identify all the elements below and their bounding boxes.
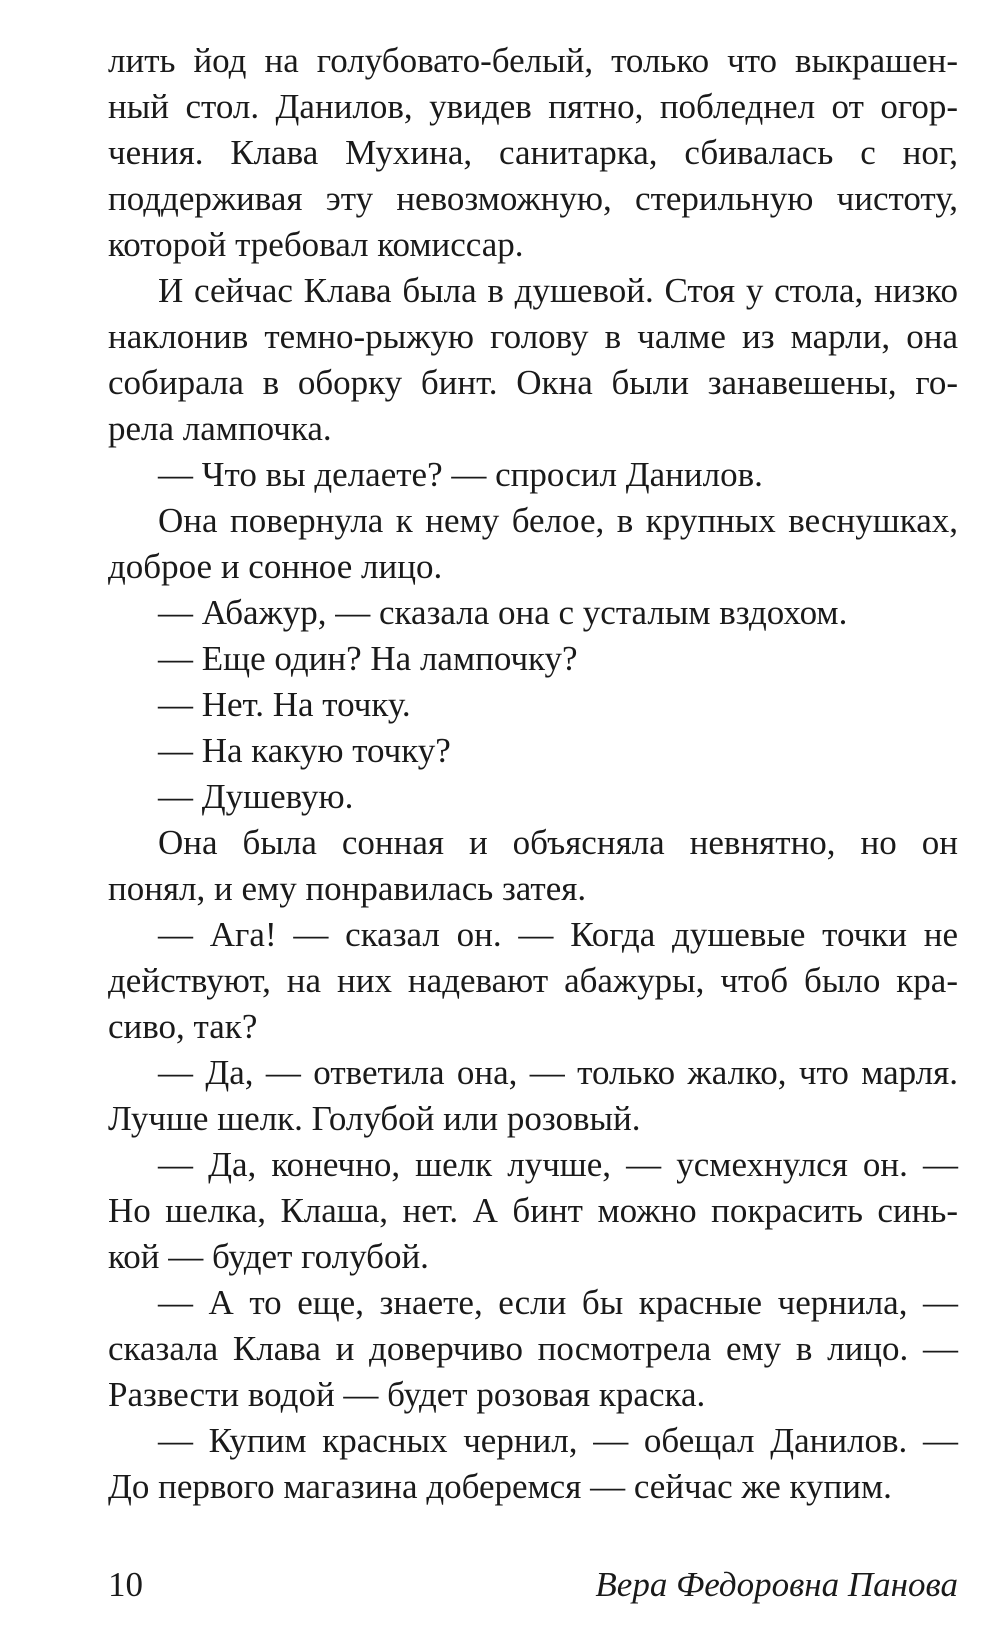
text-line: — Нет. На точку. (158, 685, 411, 724)
text-line: — Душевую. (158, 777, 354, 816)
text-line: Лучше шелк. Голубой или розовый. (108, 1099, 641, 1138)
text-line: — Да, — ответила она, — только жалко, что марля. (158, 1053, 958, 1092)
text-line: — Купим красных чернил, — обещал Данилов. — (158, 1421, 958, 1460)
text-line: чения. Клава Мухина, санитарка, сбивалась с ног, (108, 133, 958, 172)
text-line: Она повернула к нему белое, в крупных веснушках, (158, 501, 958, 540)
text-line: кой — будет голубой. (108, 1237, 429, 1276)
text-line: поддерживая эту невозможную, стерильную чистоту, (108, 179, 958, 218)
text-line: — А то еще, знаете, если бы красные чернила, — (158, 1283, 958, 1322)
text-line: — На какую точку? (158, 731, 451, 770)
text-line: Развести водой — будет розовая краска. (108, 1375, 706, 1414)
text-line: — Да, конечно, шелк лучше, — усмехнулся он. — (158, 1145, 958, 1184)
text-line: которой требовал комиссар. (108, 225, 524, 264)
text-line: — Что вы делаете? — спросил Данилов. (158, 455, 763, 494)
text-line: понял, и ему понравилась затея. (108, 869, 587, 908)
page-number: 10 (108, 1565, 143, 1604)
text-line: сказала Клава и доверчиво посмотрела ему в лицо. — (108, 1329, 958, 1368)
text-line: рела лампочка. (108, 409, 332, 448)
text-line: ный стол. Данилов, увидев пятно, побледнел от огор- (108, 87, 958, 126)
text-line: Но шелка, Клаша, нет. А бинт можно покрасить синь- (108, 1191, 958, 1230)
text-line: действуют, на них надевают абажуры, чтоб было кра- (108, 961, 958, 1000)
text-line: наклонив темно-рыжую голову в чалме из марли, она (108, 317, 958, 356)
text-line: лить йод на голубовато-белый, только что выкрашен- (108, 41, 958, 80)
text-line: собирала в оборку бинт. Окна были занавешены, го- (108, 363, 958, 402)
text-line: доброе и сонное лицо. (108, 547, 443, 586)
page-footer (108, 1562, 958, 1608)
text-line: — Ага! — сказал он. — Когда душевые точки не (158, 915, 958, 954)
text-line: — Еще один? На лампочку? (158, 639, 578, 678)
text-line: сиво, так? (108, 1007, 258, 1046)
running-head-author: Вера Федоровна Панова (595, 1565, 958, 1604)
page-body (108, 38, 958, 1510)
text-line: Она была сонная и объясняла невнятно, но он (158, 823, 958, 862)
text-line: До первого магазина доберемся — сейчас же купим. (108, 1467, 892, 1506)
text-line: — Абажур, — сказала она с усталым вздохом. (158, 593, 848, 632)
text-line: И сейчас Клава была в душевой. Стоя у стола, низко (158, 271, 958, 310)
